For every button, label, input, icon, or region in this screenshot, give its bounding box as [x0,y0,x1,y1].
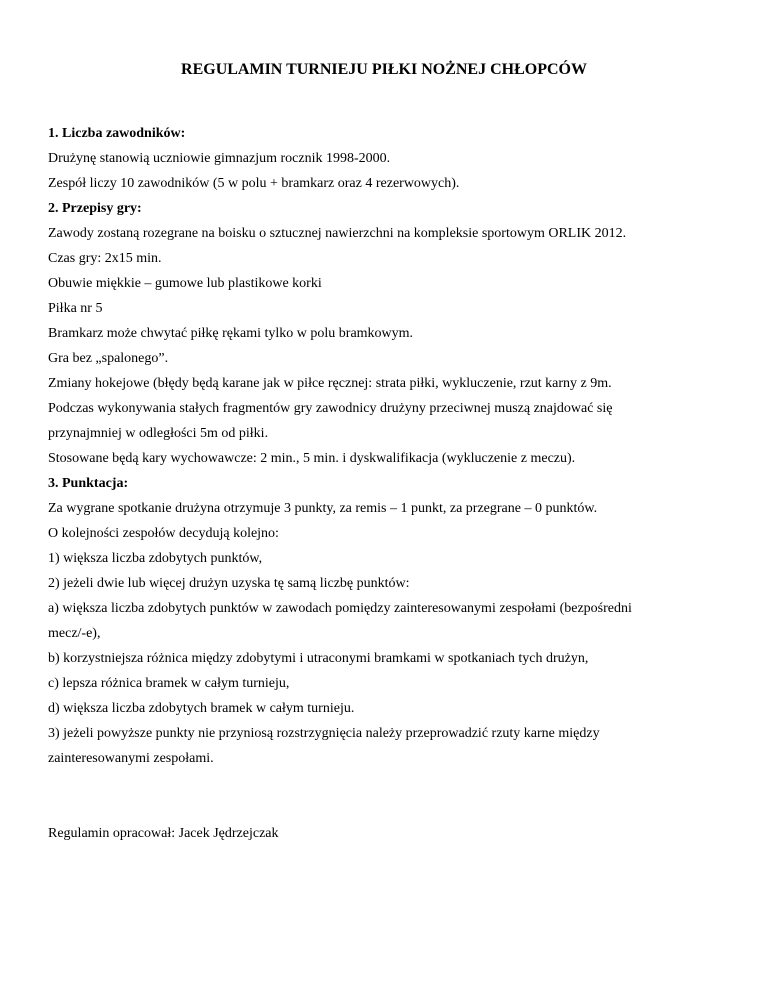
section-2-line: przynajmniej w odległości 5m od piłki. [48,426,269,441]
author-footer: Regulamin opracował: Jacek Jędrzejczak [48,826,279,841]
section-2-line: Bramkarz może chwytać piłkę rękami tylko w polu bramkowym. [48,326,414,341]
section-3-line: a) większa liczba zdobytych punktów w zawodach pomiędzy zainteresowanymi zespołami (bezpośredni [48,601,632,616]
section-1-line: Zespół liczy 10 zawodników (5 w polu + bramkarz oraz 4 rezerwowych). [48,176,460,191]
section-1-line: Drużynę stanowią uczniowie gimnazjum rocznik 1998-2000. [48,151,391,166]
section-3-line: mecz/-e), [48,626,101,641]
section-3-line: b) korzystniejsza różnica między zdobytymi i utraconymi bramkami w spotkaniach tych drużyn, [48,651,589,666]
section-2-line: Zmiany hokejowe (błędy będą karane jak w piłce ręcznej: strata piłki, wykluczenie, rzut karny z 9m. [48,376,612,391]
section-3-line: 1) większa liczba zdobytych punktów, [48,551,263,566]
section-3-line: d) większa liczba zdobytych bramek w całym turnieju. [48,701,355,716]
section-3-line: c) lepsza różnica bramek w całym turnieju, [48,676,290,691]
section-3-line: 3) jeżeli powyższe punkty nie przyniosą rozstrzygnięcia należy przeprowadzić rzuty karne między [48,726,600,741]
section-2-line: Gra bez „spalonego”. [48,351,169,366]
section-2-line: Zawody zostaną rozegrane na boisku o sztucznej nawierzchni na kompleksie sportowym ORLIK 2012. [48,226,627,241]
section-2-line: Stosowane będą kary wychowawcze: 2 min., 5 min. i dyskwalifikacja (wykluczenie z meczu). [48,451,576,466]
section-2-line: Czas gry: 2x15 min. [48,251,162,266]
section-3-line: 2) jeżeli dwie lub więcej drużyn uzyska tę samą liczbę punktów: [48,576,410,591]
document-title: REGULAMIN TURNIEJU PIŁKI NOŻNEJ CHŁOPCÓW [181,61,587,78]
section-3-line: O kolejności zespołów decydują kolejno: [48,526,279,541]
section-3-line: Za wygrane spotkanie drużyna otrzymuje 3 punkty, za remis – 1 punkt, za przegrane – 0 punktów. [48,501,598,516]
section-2-line: Obuwie miękkie – gumowe lub plastikowe korki [48,276,322,291]
section-1-heading: 1. Liczba zawodników: [48,126,186,141]
section-3-heading: 3. Punktacja: [48,476,129,491]
section-2-line: Podczas wykonywania stałych fragmentów gry zawodnicy drużyny przeciwnej muszą znajdować się [48,401,613,416]
section-2-heading: 2. Przepisy gry: [48,201,142,216]
section-2-line: Piłka nr 5 [48,301,103,316]
section-3-line: zainteresowanymi zespołami. [48,751,214,766]
